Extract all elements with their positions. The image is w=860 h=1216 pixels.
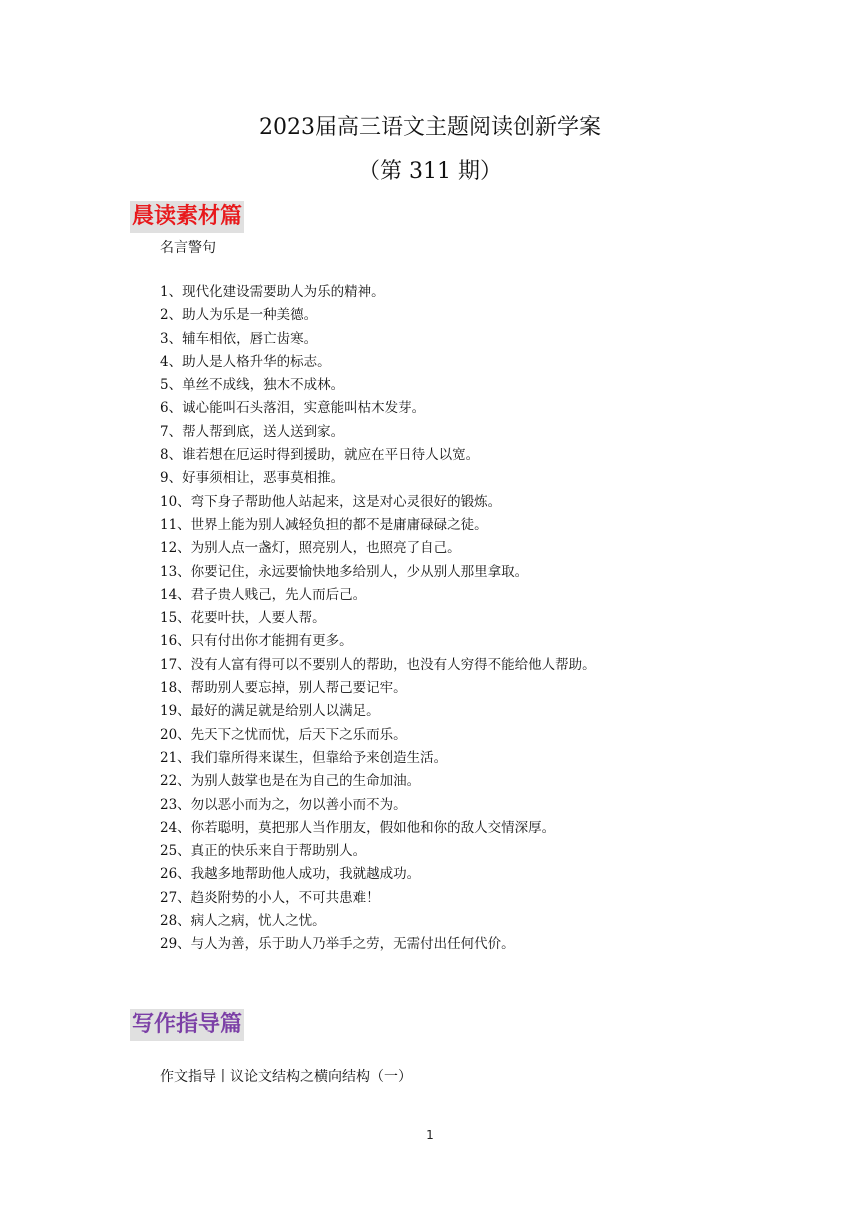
quote-item: 24、你若聪明，莫把那人当作朋友，假如他和你的敌人交情深厚。 (160, 819, 556, 836)
quote-item: 19、最好的满足就是给别人以满足。 (160, 703, 380, 720)
quote-item: 20、先天下之忧而忧，后天下之乐而乐。 (160, 726, 407, 743)
section-heading-morning-reading: 晨读素材篇 (130, 201, 244, 233)
quote-item: 28、病人之病，忧人之忧。 (160, 913, 326, 930)
quote-item: 21、我们靠所得来谋生，但靠给予来创造生活。 (160, 749, 448, 766)
quote-item: 13、你要记住，永远要愉快地多给别人，少从别人那里拿取。 (160, 563, 529, 580)
quote-item: 11、世界上能为别人减轻负担的都不是庸庸碌碌之徒。 (160, 516, 488, 533)
quote-item: 7、帮人帮到底，送人送到家。 (160, 423, 345, 440)
quote-item: 2、助人为乐是一种美德。 (160, 307, 318, 324)
quote-item: 8、谁若想在厄运时得到援助，就应在平日待人以宽。 (160, 447, 480, 464)
writing-guide-subheading: 作文指导丨议论文结构之横向结构（一） (160, 1069, 412, 1085)
quotes-subheading: 名言警句 (160, 240, 216, 256)
quote-item: 16、只有付出你才能拥有更多。 (160, 633, 353, 650)
quote-item: 23、勿以恶小而为之，勿以善小而不为。 (160, 796, 407, 813)
quote-item: 14、君子贵人贱己，先人而后己。 (160, 586, 367, 603)
quote-item: 12、为别人点一盏灯，照亮别人，也照亮了自己。 (160, 540, 461, 557)
quote-item: 9、好事须相让，恶事莫相推。 (160, 470, 345, 487)
quote-item: 26、我越多地帮助他人成功，我就越成功。 (160, 866, 421, 883)
quote-item: 25、真正的快乐来自于帮助别人。 (160, 843, 367, 860)
issue-number: （第 311 期） (358, 159, 502, 184)
quote-item: 10、弯下身子帮助他人站起来，这是对心灵很好的锻炼。 (160, 493, 502, 510)
quote-item: 4、助人是人格升华的标志。 (160, 353, 331, 370)
document-title: 2023届高三语文主题阅读创新学案 (259, 115, 601, 140)
quote-list (160, 281, 596, 957)
quote-item: 6、诚心能叫石头落泪，实意能叫枯木发芽。 (160, 400, 426, 417)
quote-item: 22、为别人鼓掌也是在为自己的生命加油。 (160, 773, 421, 790)
quote-item: 1、现代化建设需要助人为乐的精神。 (160, 284, 385, 300)
quote-item: 5、单丝不成线，独木不成林。 (160, 377, 345, 394)
quote-item: 15、花要叶扶，人要人帮。 (160, 610, 326, 627)
quote-item: 3、辅车相依，唇亡齿寒。 (160, 330, 318, 347)
quote-item: 18、帮助别人要忘掉，别人帮己要记牢。 (160, 680, 407, 697)
section-heading-writing-guide: 写作指导篇 (130, 1009, 244, 1041)
quote-item: 27、趋炎附势的小人，不可共患难！ (160, 889, 380, 906)
page-number: 1 (426, 1128, 434, 1142)
quote-item: 29、与人为善，乐于助人乃举手之劳，无需付出任何代价。 (160, 936, 515, 953)
quote-item: 17、没有人富有得可以不要别人的帮助，也没有人穷得不能给他人帮助。 (160, 656, 596, 673)
